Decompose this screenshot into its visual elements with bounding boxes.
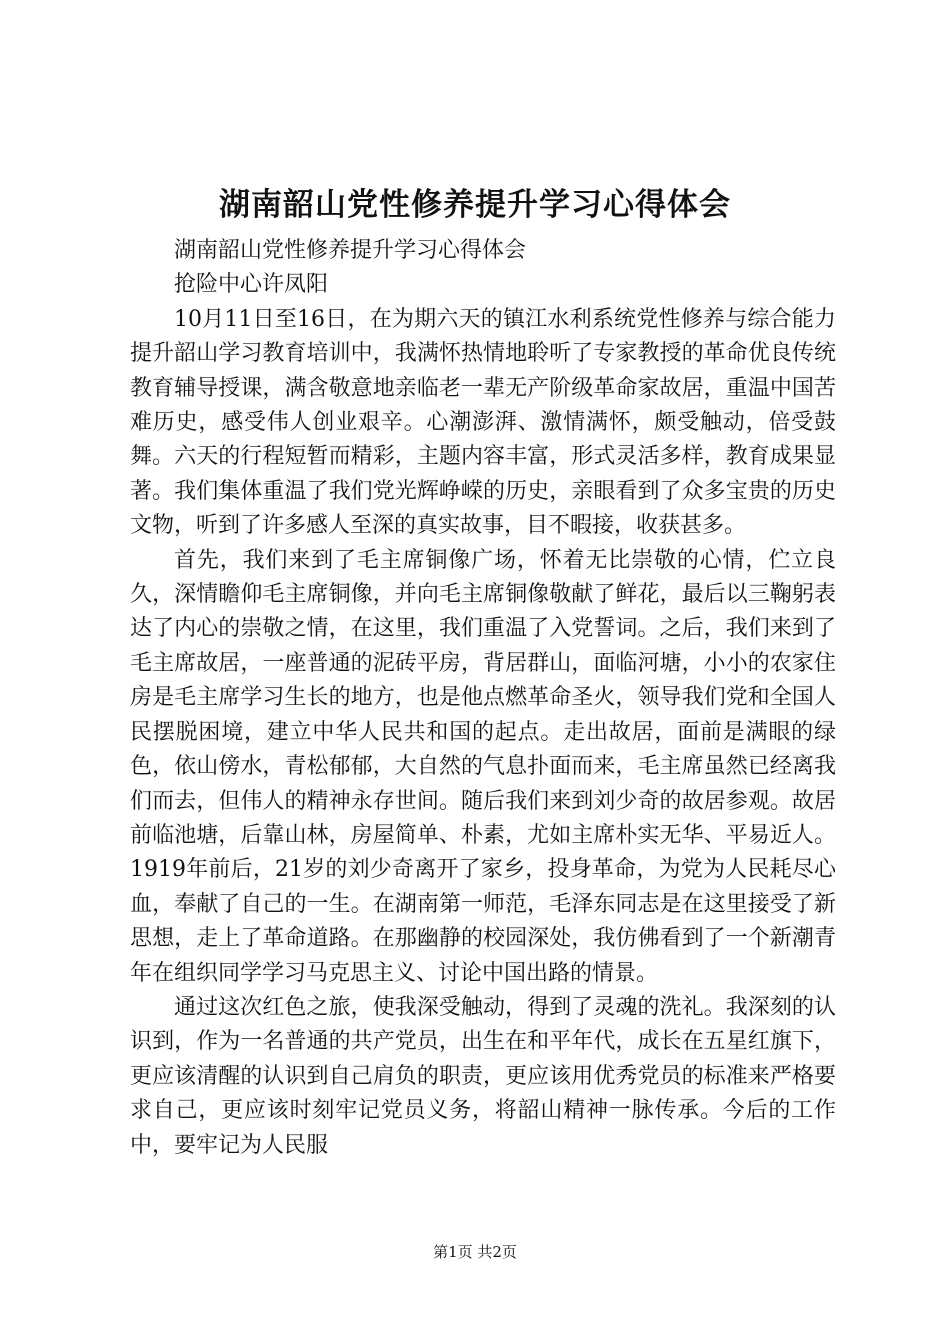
paragraph-reflection: 通过这次红色之旅，使我深受触动，得到了灵魂的洗礼。我深刻的认识到，作为一名普通的共产党员，出生在和平年代，成长在五星红旗下，更应该清醒的认识到自己肩负的职责，更应该用优秀党员的标准来严格要求自己，更应该时刻牢记党员义务，将韶山精神一脉传承。今后的工作中，要牢记为人民服 xyxy=(130,994,836,1158)
paragraph-intro: 10月11日至16日，在为期六天的镇江水利系统党性修养与综合能力提升韶山学习教育培训中，我满怀热情地聆听了专家教授的革命优良传统教育辅导授课，满含敬意地亲临老一辈无产阶级革命家故居，重温中国苦难历史，感受伟人创业艰辛。心潮澎湃、激情满怀，颇受触动，倍受鼓舞。六天的行程短暂而精彩，主题内容丰富，形式灵活多样，教育成果显著。我们集体重温了我们党光辉峥嵘的历史，亲眼看到了众多宝贵的历史文物，听到了许多感人至深的真实故事，目不暇接，收获甚多。 xyxy=(130,306,836,539)
document-body xyxy=(130,234,836,1163)
paragraph-subtitle: 湖南韶山党性修养提升学习心得体会 xyxy=(174,238,527,263)
paragraph-author: 抢险中心许凤阳 xyxy=(174,272,329,298)
page-number-footer: 第1页 共2页 xyxy=(433,1243,517,1261)
document-title: 湖南韶山党性修养提升学习心得体会 xyxy=(219,187,731,223)
paragraph-visit: 首先，我们来到了毛主席铜像广场，怀着无比崇敬的心情，伫立良久，深情瞻仰毛主席铜像，并向毛主席铜像敬献了鲜花，最后以三鞠躬表达了内心的崇敬之情，在这里，我们重温了入党誓词。之后，我们来到了毛主席故居，一座普通的泥砖平房，背居群山，面临河塘，小小的农家住房是毛主席学习生长的地方，也是他点燃革命圣火，领导我们党和全国人民摆脱困境，建立中华人民共和国的起点。走出故居，面前是满眼的绿色，依山傍水，青松郁郁，大自然的气息扑面而来，毛主席虽然已经离我们而去，但伟人的精神永存世间。随后我们来到刘少奇的故居参观。故居前临池塘，后靠山林，房屋简单、朴素，尤如主席朴实无华、平易近人。1919年前后，21岁的刘少奇离开了家乡，投身革命，为党为人民耗尽心血，奉献了自己的一生。在湖南第一师范，毛泽东同志是在这里接受了新思想，走上了革命道路。在那幽静的校园深处，我仿佛看到了一个新潮青年在组织同学学习马克思主义、讨论中国出路的情景。 xyxy=(130,547,836,986)
